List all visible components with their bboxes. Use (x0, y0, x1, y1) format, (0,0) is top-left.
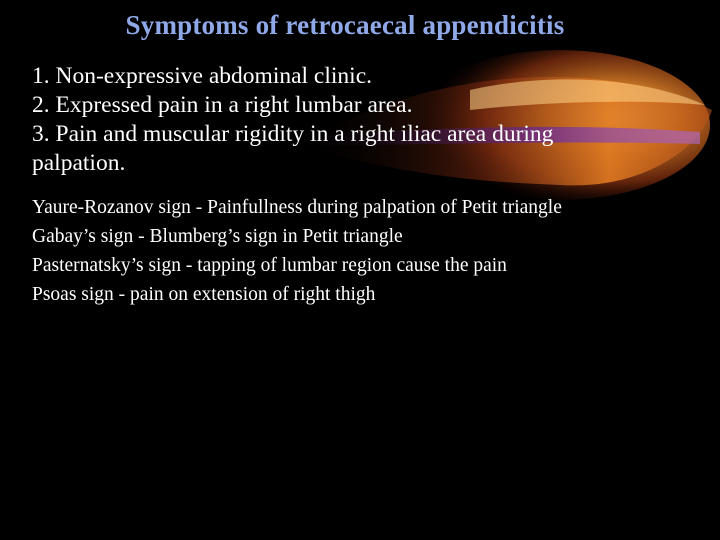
list-item: 3. Pain and muscular rigidity in a right iliac area during (32, 121, 554, 147)
slide-title: Symptoms of retrocaecal appendicitis (125, 10, 565, 40)
list-item-continuation: palpation. (32, 150, 126, 176)
sign-item-gabay: Gabay’s sign - Blumberg’s sign in Petit triangle (32, 226, 403, 247)
sign-item-psoas: Psoas sign - pain on extension of right thigh (32, 284, 376, 305)
sign-item-pasternatsky: Pasternatsky’s sign - tapping of lumbar region cause the pain (32, 255, 507, 276)
list-item: 2. Expressed pain in a right lumbar area. (32, 92, 413, 118)
list-item: 1. Non-expressive abdominal clinic. (32, 63, 373, 89)
numbered-list (32, 62, 672, 178)
sign-item-yaure-rozanov: Yaure-Rozanov sign - Painfullness during palpation of Petit triangle (32, 197, 562, 218)
signs-list (32, 193, 665, 309)
